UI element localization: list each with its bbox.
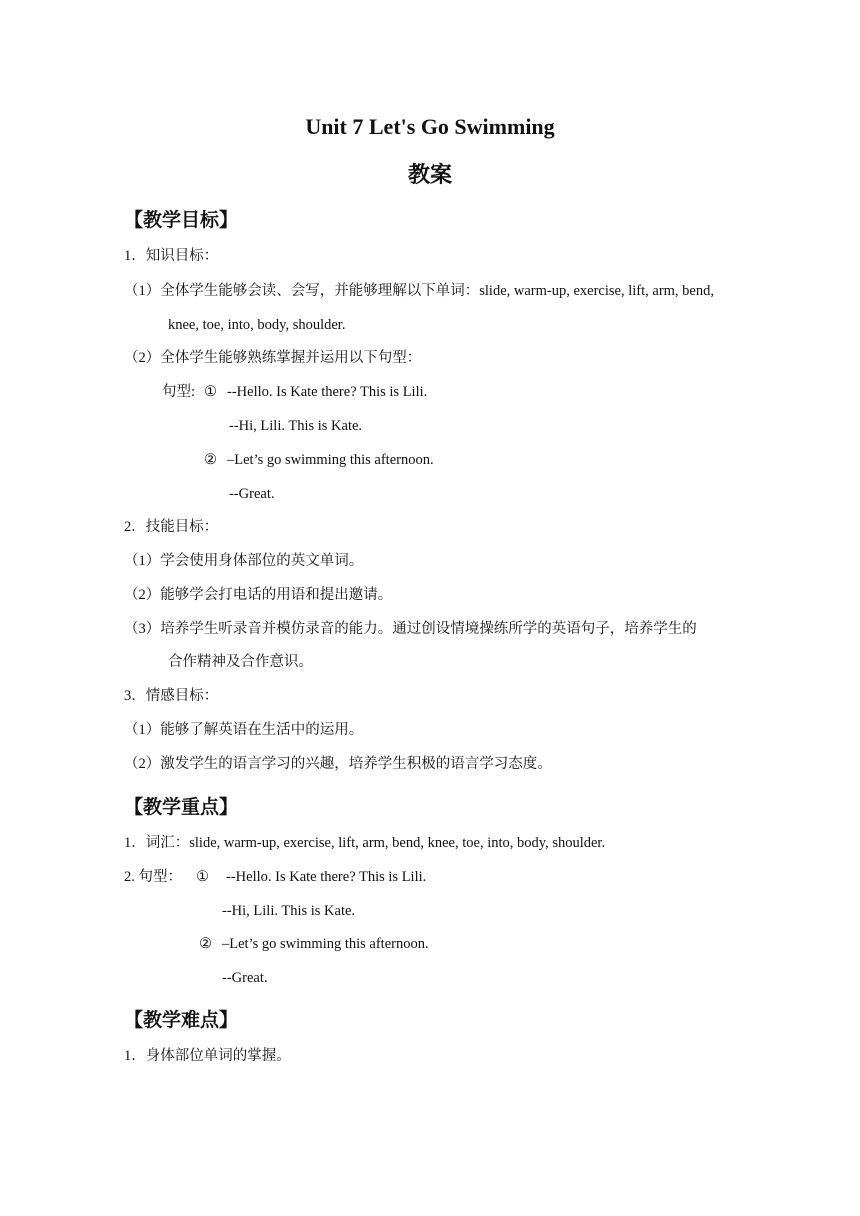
key-sentence-2b: --Great. <box>222 970 268 986</box>
key-sentence-1b: --Hi, Lili. This is Kate. <box>222 903 356 919</box>
key-circled-number-2: ② <box>199 936 212 952</box>
knowledge-item-1-line-2: knee, toe, into, body, shoulder. <box>168 317 346 333</box>
key-circled-number-1: ① <box>196 869 209 885</box>
circled-number-2: ② <box>204 452 217 468</box>
key-points-vocab: 1．词汇：slide, warm-up, exercise, lift, arm, bend, knee, toe, into, body, shoulder. <box>124 835 606 851</box>
document-subtitle: 教案 <box>407 162 452 187</box>
section-heading-objectives: 【教学目标】 <box>124 210 239 231</box>
skill-objective-label: 2．技能目标： <box>124 519 219 535</box>
sentence-2a: –Let’s go swimming this afternoon. <box>227 452 434 468</box>
knowledge-item-2: （2）全体学生能够熟练掌握并运用以下句型： <box>124 350 422 366</box>
skill-item-3-line-2: 合作精神及合作意识。 <box>168 654 313 670</box>
key-sentence-1a: --Hello. Is Kate there? This is Lili. <box>226 869 427 885</box>
circled-number-1: ① <box>204 384 217 400</box>
section-heading-difficult-points: 【教学难点】 <box>124 1010 239 1031</box>
knowledge-objective-label: 1．知识目标： <box>124 248 219 264</box>
key-sentence-2a: –Let’s go swimming this afternoon. <box>222 936 429 952</box>
emotion-item-1: （1）能够了解英语在生活中的运用。 <box>124 722 364 738</box>
section-heading-key-points: 【教学重点】 <box>124 797 239 818</box>
difficult-points-item-1: 1．身体部位单词的掌握。 <box>124 1048 291 1064</box>
skill-item-1: （1）学会使用身体部位的英文单词。 <box>124 553 364 569</box>
emotion-item-2: （2）激发学生的语言学习的兴趣，培养学生积极的语言学习态度。 <box>124 756 552 772</box>
sentence-1b: --Hi, Lili. This is Kate. <box>229 418 363 434</box>
key-points-pattern-label: 2. 句型： <box>124 869 182 885</box>
knowledge-item-1-line-1: （1）全体学生能够会读、会写，并能够理解以下单词：slide, warm-up, exercise, lift, arm, bend, <box>124 283 714 299</box>
document-title: Unit 7 Let's Go Swimming <box>305 114 555 139</box>
pattern-label: 句型: <box>162 384 196 400</box>
skill-item-3-line-1: （3）培养学生听录音并模仿录音的能力。通过创设情境操练所学的英语句子，培养学生的 <box>124 621 697 637</box>
sentence-2b: --Great. <box>229 486 275 502</box>
sentence-1a: --Hello. Is Kate there? This is Lili. <box>227 384 428 400</box>
skill-item-2: （2）能够学会打电话的用语和提出邀请。 <box>124 587 393 603</box>
emotion-objective-label: 3．情感目标： <box>124 688 219 704</box>
